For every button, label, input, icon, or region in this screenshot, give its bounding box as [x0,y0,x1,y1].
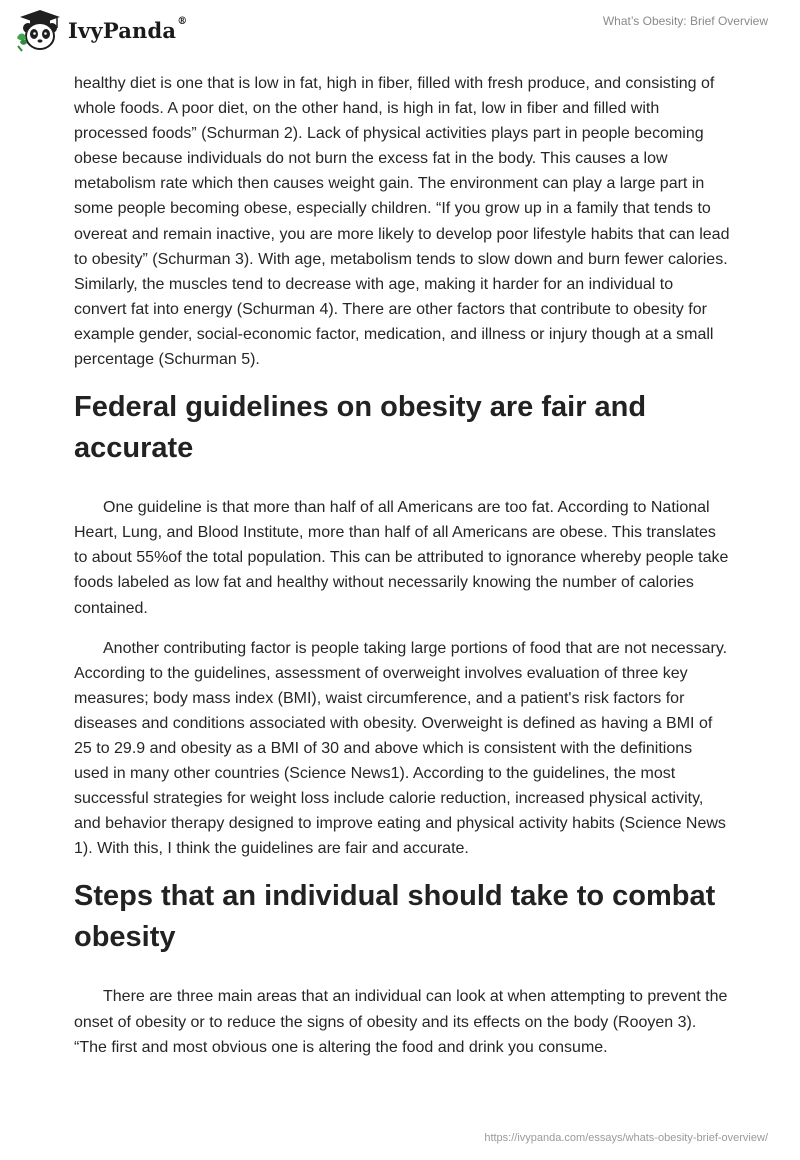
source-url-link[interactable]: https://ivypanda.com/essays/whats-obesity-brief-overview/ [484,1132,768,1144]
section-heading: Steps that an individual should take to combat obesity [74,880,716,954]
paragraph: healthy diet is one that is low in fat, high in fiber, filled with fresh produce, and consisting of whole foods. A poor diet, on the other hand, is high in fat, low in fiber and filled with processed foods” (Schurman 2). Lack of physical activities plays part in people becoming obese because individuals do not burn the excess fat in the body. This causes a low metabolism rate which then causes weight gain. The environment can play a large part in some people becoming obese, especially children. “If you grow up in a family that tends to overeat and remain inactive, you are more likely to develop poor lifestyle habits that can lead to obesity” (Schurman 3). With age, metabolism tends to slow down and burn fewer calories. Similarly, the muscles tend to decrease with age, making it harder for an individual to convert fat into energy (Schurman 4). There are other factors that contribute to obesity for example gender, social-economic factor, medication, and illness or injury though at a small percentage (Schurman 5). [74,75,730,369]
paragraph: Another contributing factor is people taking large portions of food that are not necessary. According to the guidelines, assessment of overweight involves evaluation of three key measures; body mass index (BMI), waist circumference, and a patient's risk factors for diseases and conditions associated with obesity. Overweight is defined as having a BMI of 25 to 29.9 and obesity as a BMI of 30 and above which is consistent with the definitions used in many other countries (Science News1). According to the guidelines, the most successful strategies for weight loss include calorie reduction, increased physical activity, and behavior therapy designed to improve eating and physical activity habits (Science News 1). With this, I think the guidelines are fair and accurate. [74,639,728,858]
paragraph: One guideline is that more than half of all Americans are too fat. According to National Heart, Lung, and Blood Institute, more than half of all Americans are obese. This translates to about 55%of the total population. This can be attributed to ignorance whereby people take foods labeled as low fat and healthy without necessarily knowing the number of calories contained. [74,499,729,617]
page-header [0,0,800,60]
paragraph: There are three main areas that an individual can look at when attempting to prevent the onset of obesity or to reduce the signs of obesity and its effects on the body (Rooyen 3). “The first and most obvious one is altering the food and drink you consume. [74,988,728,1056]
section-heading: Federal guidelines on obesity are fair and accurate [74,391,647,465]
brand-name: IvyPanda® [68,15,188,43]
article-body [74,71,730,1075]
panda-graduate-icon [14,8,62,52]
document-title: What’s Obesity: Brief Overview [602,14,768,28]
ivypanda-logo[interactable] [14,8,187,52]
